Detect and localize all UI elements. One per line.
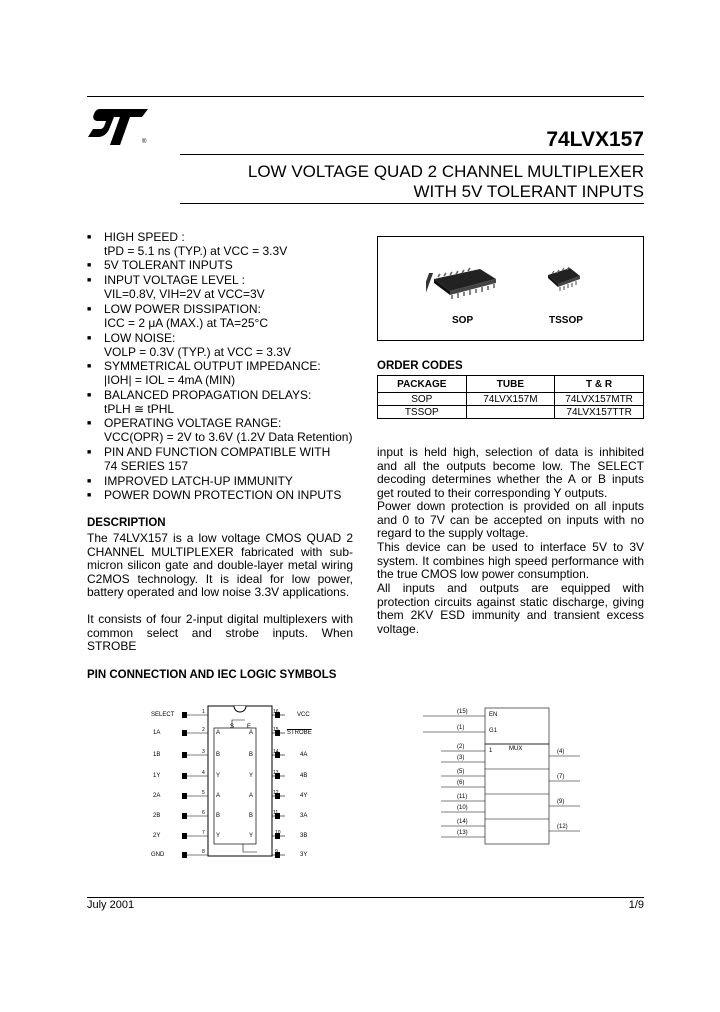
table-cell: [466, 406, 555, 419]
chip-inner-label: B: [249, 813, 254, 819]
part-number: 74LVX157: [546, 128, 644, 151]
order-codes-table: [377, 375, 644, 419]
pin-number-right: 14: [273, 749, 279, 755]
feature-item: ■ POWER DOWN PROTECTION ON INPUTS: [87, 488, 342, 502]
pin-section-title: PIN CONNECTION AND IEC LOGIC SYMBOLS: [87, 669, 337, 681]
pin-label-right: STROBE: [287, 730, 312, 736]
logic-output-num: (9): [557, 799, 565, 805]
pin-label-right: 3B: [300, 833, 308, 839]
logic-output-num: (7): [557, 774, 565, 780]
package-box: [377, 236, 644, 341]
col-header: T & R: [555, 376, 644, 393]
feature-sub: VOLP = 0.3V (TYP.) at VCC = 3.3V: [104, 345, 291, 359]
chip-inner-label: A: [249, 793, 254, 799]
pin-number-left: 1: [202, 709, 205, 715]
table-cell: TSSOP: [378, 406, 467, 419]
feature-sub: tPLH ≅ tPHL: [104, 402, 175, 416]
feature-main: SYMMETRICAL OUTPUT IMPEDANCE:: [104, 359, 321, 373]
feature-item: ■ INPUT VOLTAGE LEVEL : VIL=0.8V, VIH=2V at VCC=3V: [87, 273, 265, 301]
chip-inner-label: A: [216, 730, 221, 736]
feature-main: OPERATING VOLTAGE RANGE:: [104, 416, 282, 430]
pin-label-left: 2A: [153, 793, 161, 799]
feature-item: ■ IMPROVED LATCH-UP IMMUNITY: [87, 474, 293, 488]
feature-main: HIGH SPEED :: [104, 230, 185, 244]
pin-label-left: 2B: [153, 813, 161, 819]
tssop-package-image: [544, 265, 584, 293]
pin-number-right: 15: [273, 727, 279, 733]
order-codes-title: ORDER CODES: [377, 360, 463, 372]
chip-outline: [145, 700, 325, 880]
description-para2: It consists of four 2-input digital multiplexers with common select and strobe inputs. When STROBE: [87, 612, 353, 654]
table-cell: SOP: [378, 393, 467, 406]
pin-number-right: 9: [275, 849, 278, 855]
feature-item: ■ HIGH SPEED : tPD = 5.1 ns (TYP.) at VCC = 3.3V: [87, 230, 288, 258]
table-cell: 74LVX157MTR: [555, 393, 644, 406]
chip-top-label: E: [247, 724, 252, 730]
feature-sub: VIL=0.8V, VIH=2V at VCC=3V: [104, 287, 265, 301]
chip-inner-label: A: [216, 793, 221, 799]
pin-number-right: 10: [275, 830, 281, 836]
top-rule: [87, 96, 644, 97]
description-para1: The 74LVX157 is a low voltage CMOS QUAD 2 CHANNEL MULTIPLEXER fabricated with sub-micron silicon gate and double-layer metal wiring C2MOS technology. It is ideal for low power, battery operated and low noise 3.3V applications.: [87, 531, 353, 600]
pin-number-left: 7: [202, 830, 205, 836]
logic-input-num: (14): [457, 819, 468, 825]
pin-number-left: 5: [202, 790, 205, 796]
pin-number-left: 8: [202, 849, 205, 855]
feature-main: BALANCED PROPAGATION DELAYS:: [104, 388, 312, 402]
feature-main: 5V TOLERANT INPUTS: [104, 258, 233, 272]
logic-input-num: (3): [457, 755, 465, 761]
chip-inner-label: B: [216, 813, 221, 819]
feature-item: ■ SYMMETRICAL OUTPUT IMPEDANCE: |IOH| = IOL = 4mA (MIN): [87, 359, 321, 387]
feature-main: LOW POWER DISSIPATION:: [104, 302, 261, 316]
pin-label-left: GND: [151, 852, 165, 858]
feature-item: ■ LOW NOISE: VOLP = 0.3V (TYP.) at VCC = 3.3V: [87, 331, 291, 359]
feature-item: ■ LOW POWER DISSIPATION: ICC = 2 μA (MAX.) at TA=25°C: [87, 302, 268, 330]
chip-inner-label: B: [249, 752, 254, 758]
col-header: PACKAGE: [378, 376, 467, 393]
chip-inner-label: B: [216, 752, 221, 758]
pin-label-left: 1A: [153, 730, 161, 736]
feature-item: ■ PIN AND FUNCTION COMPATIBLE WITH 74 SERIES 157: [87, 445, 331, 473]
chip-top-label: S: [230, 724, 235, 730]
footer-page: 1/9: [628, 899, 644, 911]
feature-item: ■ OPERATING VOLTAGE RANGE: VCC(OPR) = 2V to 3.6V (1.2V Data Retention): [87, 416, 353, 444]
footer-rule: [87, 897, 644, 898]
logic-en-label: EN: [489, 712, 498, 718]
footer-date: July 2001: [87, 899, 135, 911]
description-right-para4: All inputs and outputs are equipped with protection circuits against static discharge, giving them 2KV ESD immunity and transient excess voltage.: [377, 581, 644, 636]
title-rule: [180, 154, 644, 155]
pin-number-left: 4: [202, 770, 205, 776]
chip-inner-label: Y: [216, 773, 221, 779]
feature-sub: 74 SERIES 157: [104, 459, 189, 473]
feature-sub: VCC(OPR) = 2V to 3.6V (1.2V Data Retention): [104, 430, 353, 444]
feature-main: LOW NOISE:: [104, 331, 176, 345]
feature-item: ■ 5V TOLERANT INPUTS: [87, 258, 233, 272]
pin-label-right: 3Y: [300, 852, 308, 858]
pin-label-right: 4A: [300, 752, 308, 758]
logic-input-num: (2): [457, 744, 465, 750]
pin-label-left: 1Y: [153, 773, 161, 779]
logic-input-num: (11): [457, 794, 468, 800]
pin-label-right: VCC: [297, 712, 310, 718]
pin-number-right: 12: [273, 790, 279, 796]
subtitle-line1: LOW VOLTAGE QUAD 2 CHANNEL MULTIPLEXER: [247, 162, 644, 181]
feature-main: INPUT VOLTAGE LEVEL :: [104, 273, 245, 287]
sop-label: SOP: [452, 315, 474, 326]
pin-label-right: 3A: [300, 813, 308, 819]
pin-number-left: 3: [202, 749, 205, 755]
chip-inner-label: Y: [249, 833, 254, 839]
feature-main: IMPROVED LATCH-UP IMMUNITY: [104, 474, 293, 488]
svg-text:®: ®: [142, 139, 147, 145]
chip-inner-label: Y: [216, 833, 221, 839]
table-cell: 74LVX157M: [466, 393, 555, 406]
feature-sub: tPD = 5.1 ns (TYP.) at VCC = 3.3V: [104, 244, 288, 258]
logic-symbol-outline: [415, 700, 595, 880]
pin-label-left: 2Y: [153, 833, 161, 839]
logic-input-num: (5): [457, 769, 465, 775]
iec-logic-symbol: [415, 700, 595, 880]
pin-label-left: SELECT: [151, 712, 175, 718]
logic-input-num: (1): [457, 725, 465, 731]
pin-number-right: 13: [273, 770, 279, 776]
feature-item: ■ BALANCED PROPAGATION DELAYS: tPLH ≅ tPHL: [87, 388, 312, 416]
pin-label-right: 4B: [300, 773, 308, 779]
feature-sub: |IOH| = IOL = 4mA (MIN): [104, 373, 236, 387]
pin-number-right: 11: [273, 810, 279, 816]
st-logo: [86, 107, 152, 147]
logic-input-num: (15): [457, 709, 468, 715]
logic-input-num: (13): [457, 830, 468, 836]
pin-connection-diagram: [145, 700, 325, 880]
description-right-para2: Power down protection is provided on all inputs and 0 to 7V can be accepted on inputs with no regard to the supply voltage.: [377, 499, 644, 541]
logic-mux-label: MUX: [509, 746, 523, 752]
chip-inner-label: Y: [249, 773, 254, 779]
table-header-row: [378, 376, 644, 393]
pin-label-left: 1B: [153, 752, 161, 758]
pin-number-left: 2: [202, 727, 205, 733]
logic-input-num: (10): [457, 805, 468, 811]
sop-package-image: [426, 265, 502, 299]
col-header: TUBE: [466, 376, 555, 393]
feature-main: POWER DOWN PROTECTION ON INPUTS: [104, 488, 342, 502]
pin-number-right: 16: [273, 709, 279, 715]
logic-g-label: G1: [489, 728, 498, 734]
pin-label-right: 4Y: [300, 793, 308, 799]
tssop-label: TSSOP: [549, 315, 583, 326]
description-title: DESCRIPTION: [87, 517, 166, 529]
table-row: [378, 393, 644, 406]
subtitle-line2: WITH 5V TOLERANT INPUTS: [413, 182, 644, 201]
feature-main: PIN AND FUNCTION COMPATIBLE WITH: [104, 445, 331, 459]
description-right-para1: input is held high, selection of data is inhibited and all the outputs become low. The SELECT decoding determines whether the A or B inputs get routed to their corresponding Y outputs.: [377, 445, 644, 500]
logic-input-num: (6): [457, 780, 465, 786]
pin-number-left: 6: [202, 810, 205, 816]
chip-inner-label: A: [249, 730, 254, 736]
logic-one-label: 1: [489, 748, 493, 754]
description-right-para3: This device can be used to interface 5V to 3V system. It combines high speed performance with the true CMOS low power consumption.: [377, 540, 644, 582]
feature-sub: ICC = 2 μA (MAX.) at TA=25°C: [104, 316, 268, 330]
subtitle-rule: [180, 203, 644, 204]
table-cell: 74LVX157TTR: [555, 406, 644, 419]
logic-output-num: (12): [557, 824, 568, 830]
logic-output-num: (4): [557, 749, 565, 755]
table-row: [378, 406, 644, 419]
